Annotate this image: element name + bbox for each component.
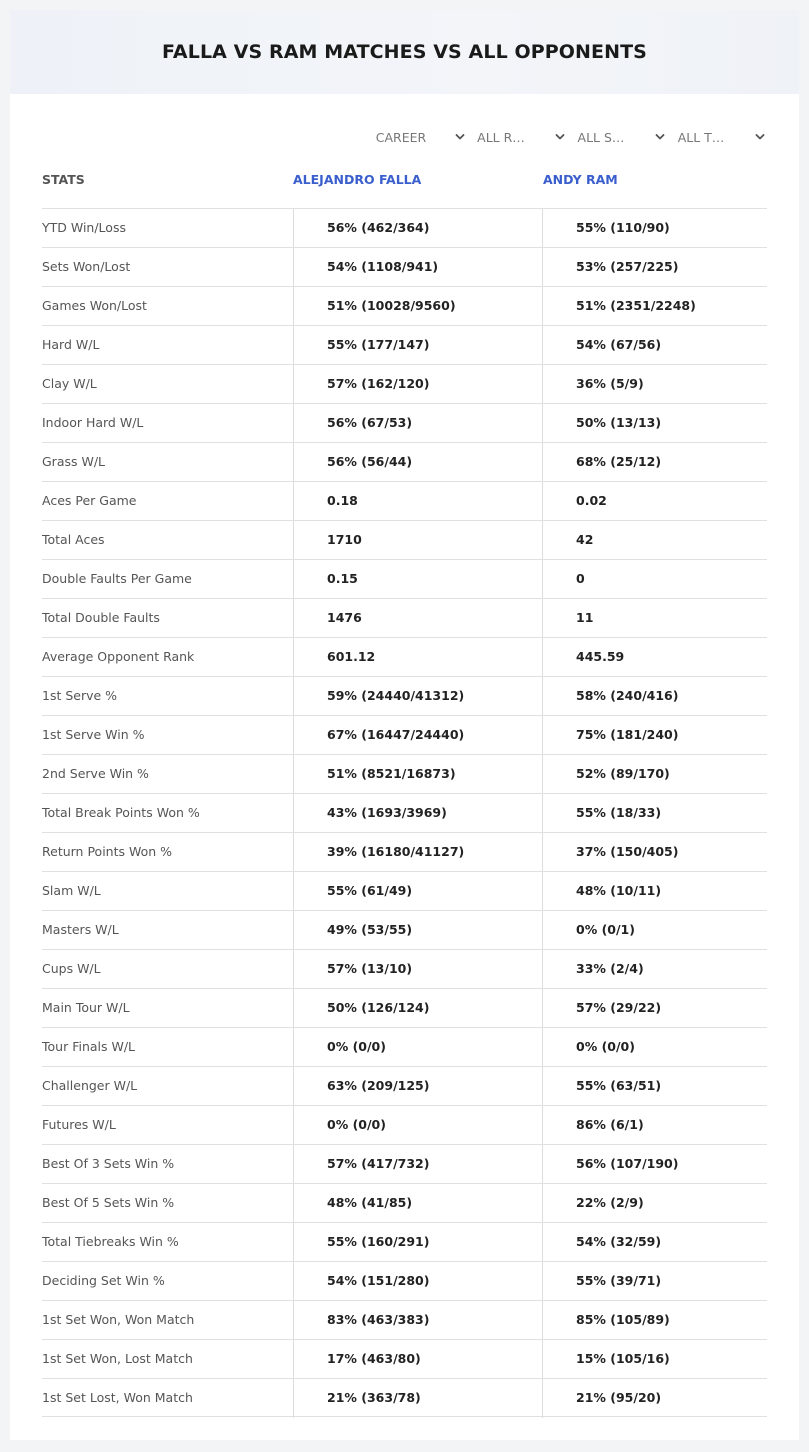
stat-label: Best Of 5 Sets Win % [42,1195,175,1210]
player1-value: 56% (462/364) [293,209,542,248]
stat-label: Challenger W/L [42,1078,138,1093]
stat-label: 1st Set Lost, Won Match [42,1390,193,1405]
player1-value: 57% (417/732) [293,1145,542,1184]
player1-value: 1476 [293,599,542,638]
period-filter[interactable] [367,125,467,149]
table-row [42,208,767,247]
page-title: FALLA VS RAM MATCHES VS ALL OPPONENTS [162,41,647,63]
player1-value: 49% (53/55) [293,911,542,950]
player2-value: 55% (110/90) [542,209,767,248]
player2-value: 36% (5/9) [542,365,767,404]
stat-label: 1st Serve Win % [42,727,145,742]
stat-label: Games Won/Lost [42,298,147,313]
player2-link[interactable]: ANDY RAM [543,172,618,187]
player2-value: 0% (0/0) [542,1028,767,1067]
player1-value: 56% (56/44) [293,443,542,482]
player2-value: 50% (13/13) [542,404,767,443]
player1-value: 57% (13/10) [293,950,542,989]
surface-filter[interactable] [567,125,667,149]
table-header [42,170,767,208]
stat-label: Total Tiebreaks Win % [42,1234,179,1249]
player1-value: 57% (162/120) [293,365,542,404]
stat-label: Clay W/L [42,376,97,391]
stats-table-body [42,208,767,1417]
table-row [42,1378,767,1417]
table-row [42,988,767,1027]
player2-value: 52% (89/170) [542,755,767,794]
stat-label: 1st Set Won, Won Match [42,1312,195,1327]
player2-value: 0.02 [542,482,767,521]
table-row [42,715,767,754]
chevron-down-icon [455,130,465,140]
player2-value: 75% (181/240) [542,716,767,755]
player2-value: 445.59 [542,638,767,677]
stat-label: YTD Win/Loss [42,220,126,235]
stat-label: Total Aces [42,532,105,547]
player1-value: 21% (363/78) [293,1379,542,1418]
table-row [42,1222,767,1261]
player2-value: 37% (150/405) [542,833,767,872]
table-row [42,754,767,793]
player2-value: 0 [542,560,767,599]
player1-value: 39% (16180/41127) [293,833,542,872]
player2-value: 0% (0/1) [542,911,767,950]
player1-value: 43% (1693/3969) [293,794,542,833]
stat-label: Return Points Won % [42,844,173,859]
table-row [42,442,767,481]
stat-label: Hard W/L [42,337,100,352]
table-row [42,520,767,559]
stat-label: Sets Won/Lost [42,259,131,274]
player2-value: 15% (105/16) [542,1340,767,1379]
stat-label: Average Opponent Rank [42,649,195,664]
player2-value: 56% (107/190) [542,1145,767,1184]
player2-value: 55% (39/71) [542,1262,767,1301]
stat-label: Total Double Faults [42,610,160,625]
player1-value: 54% (151/280) [293,1262,542,1301]
table-row [42,1300,767,1339]
chevron-down-icon [755,130,765,140]
filter-bar [367,125,767,149]
table-row [42,1066,767,1105]
stats-card [10,10,799,1440]
stat-label: Tour Finals W/L [42,1039,136,1054]
stat-label: Deciding Set Win % [42,1273,165,1288]
player1-value: 17% (463/80) [293,1340,542,1379]
player1-value: 1710 [293,521,542,560]
player2-value: 86% (6/1) [542,1106,767,1145]
player2-value: 55% (63/51) [542,1067,767,1106]
player2-value: 85% (105/89) [542,1301,767,1340]
table-row [42,676,767,715]
card-header [10,10,799,94]
player1-value: 55% (160/291) [293,1223,542,1262]
round-filter[interactable] [467,125,567,149]
table-row [42,1339,767,1378]
player2-value: 57% (29/22) [542,989,767,1028]
stat-label: Masters W/L [42,922,119,937]
player2-value: 11 [542,599,767,638]
table-row [42,598,767,637]
player1-value: 56% (67/53) [293,404,542,443]
filter-label: ALL S… [577,129,625,145]
stat-label: Slam W/L [42,883,101,898]
player1-value: 0% (0/0) [293,1028,542,1067]
player2-value: 51% (2351/2248) [542,287,767,326]
player2-value: 48% (10/11) [542,872,767,911]
table-row [42,481,767,520]
player1-link[interactable]: ALEJANDRO FALLA [293,172,422,187]
stat-label: Total Break Points Won % [42,805,200,820]
player1-value: 54% (1108/941) [293,248,542,287]
player2-value: 53% (257/225) [542,248,767,287]
table-row [42,793,767,832]
player1-value: 55% (61/49) [293,872,542,911]
chevron-down-icon [555,130,565,140]
player2-value: 68% (25/12) [542,443,767,482]
player2-value: 54% (67/56) [542,326,767,365]
player1-value: 55% (177/147) [293,326,542,365]
stat-label: Double Faults Per Game [42,571,192,586]
table-row [42,559,767,598]
player2-value: 22% (2/9) [542,1184,767,1223]
table-row [42,247,767,286]
filter-label: ALL T… [677,129,725,145]
table-row [42,1183,767,1222]
stat-label: Cups W/L [42,961,101,976]
table-row [42,364,767,403]
table-row [42,1261,767,1300]
player1-value: 63% (209/125) [293,1067,542,1106]
stat-label: 1st Serve % [42,688,118,703]
player2-value: 55% (18/33) [542,794,767,833]
stat-label: Main Tour W/L [42,1000,130,1015]
table-row [42,949,767,988]
table-row [42,910,767,949]
stat-label: 1st Set Won, Lost Match [42,1351,193,1366]
player1-value: 0% (0/0) [293,1106,542,1145]
stat-label: 2nd Serve Win % [42,766,149,781]
table-row [42,637,767,676]
filter-label: ALL R… [477,129,525,145]
player1-value: 48% (41/85) [293,1184,542,1223]
player2-value: 42 [542,521,767,560]
table-row [42,1027,767,1066]
player2-value: 21% (95/20) [542,1379,767,1418]
table-row [42,325,767,364]
table-row [42,832,767,871]
table-row [42,286,767,325]
stat-label: Grass W/L [42,454,106,469]
stat-label: Indoor Hard W/L [42,415,144,430]
chevron-down-icon [655,130,665,140]
filter-label: CAREER [375,129,427,145]
player1-value: 51% (8521/16873) [293,755,542,794]
table-row [42,403,767,442]
table-row [42,1144,767,1183]
tournament-filter[interactable] [667,125,767,149]
column-header-stats: STATS [42,172,85,187]
stat-label: Aces Per Game [42,493,137,508]
player1-value: 51% (10028/9560) [293,287,542,326]
player1-value: 59% (24440/41312) [293,677,542,716]
table-row [42,871,767,910]
stat-label: Futures W/L [42,1117,116,1132]
player1-value: 67% (16447/24440) [293,716,542,755]
player1-value: 50% (126/124) [293,989,542,1028]
player1-value: 0.15 [293,560,542,599]
player2-value: 33% (2/4) [542,950,767,989]
table-row [42,1105,767,1144]
player1-value: 0.18 [293,482,542,521]
player1-value: 83% (463/383) [293,1301,542,1340]
player2-value: 58% (240/416) [542,677,767,716]
player1-value: 601.12 [293,638,542,677]
stat-label: Best Of 3 Sets Win % [42,1156,175,1171]
player2-value: 54% (32/59) [542,1223,767,1262]
